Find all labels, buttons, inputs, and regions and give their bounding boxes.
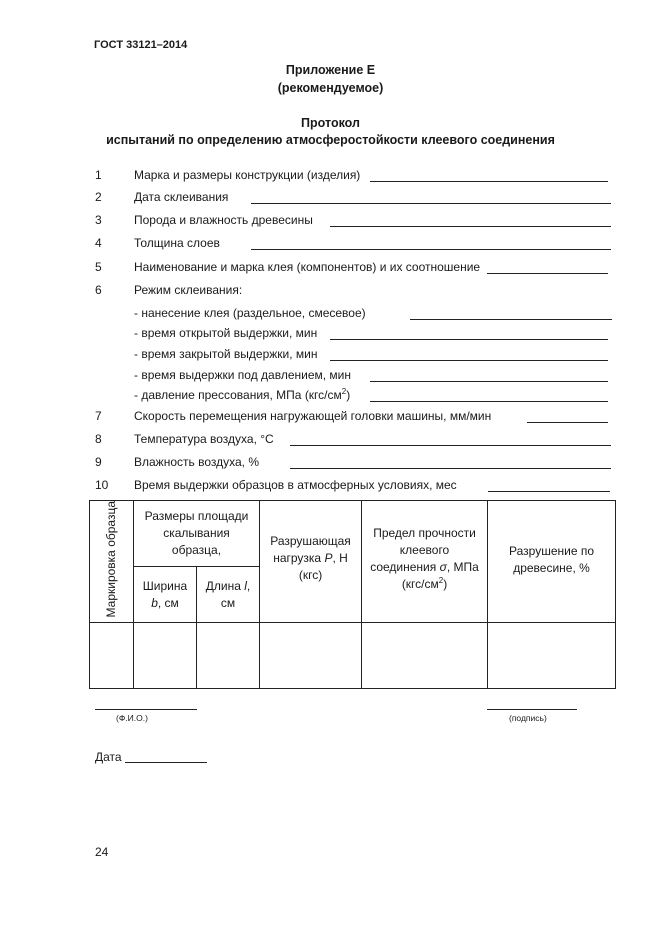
- item-label: Порода и влажность древесины: [134, 213, 313, 227]
- form-item: [0, 409, 661, 425]
- item-label: Марка и размеры конструкции (изделия): [134, 168, 361, 182]
- fill-line[interactable]: [370, 181, 608, 182]
- fill-line[interactable]: [370, 401, 608, 402]
- form-item: [0, 347, 661, 363]
- form-item: [0, 306, 661, 322]
- fill-line[interactable]: [251, 249, 611, 250]
- item-label: Дата склеивания: [134, 190, 229, 204]
- table-cell[interactable]: [134, 623, 197, 689]
- protocol-title: Протокол: [301, 116, 360, 130]
- item-label: Режим склеивания:: [134, 283, 243, 297]
- signature-caption: (подпись): [509, 713, 547, 723]
- table-row: [90, 623, 616, 689]
- header-width: Ширина b, см: [134, 567, 197, 623]
- item-label: Толщина слоев: [134, 236, 220, 250]
- header-destruction: Разрушение по древесине, %: [488, 501, 616, 623]
- header-length: Длина l, см: [197, 567, 260, 623]
- fill-line[interactable]: [487, 273, 608, 274]
- fill-line[interactable]: [251, 203, 611, 204]
- item-label: Влажность воздуха, %: [134, 455, 259, 469]
- table-cell[interactable]: [362, 623, 488, 689]
- fill-line[interactable]: [330, 360, 608, 361]
- item-label: Скорость перемещения нагружающей головки машины, мм/мин: [134, 409, 492, 423]
- table-cell[interactable]: [488, 623, 616, 689]
- protocol-subtitle: испытаний по определению атмосферостойкости клеевого соединения: [106, 133, 555, 147]
- item-label: - время открытой выдержки, мин: [134, 326, 318, 340]
- item-label: Температура воздуха, °С: [134, 432, 274, 446]
- form-item: [0, 478, 661, 494]
- item-label: - давление прессования, МПа $(кгс/см^2)$: [134, 387, 351, 402]
- table-cell[interactable]: [260, 623, 362, 689]
- form-item: [0, 455, 661, 471]
- fill-line[interactable]: [330, 339, 608, 340]
- fill-line[interactable]: [330, 226, 611, 227]
- fill-line[interactable]: [290, 468, 611, 469]
- fill-line[interactable]: [290, 445, 611, 446]
- item-number: 6: [95, 283, 102, 297]
- date-line[interactable]: [125, 762, 207, 763]
- form-item: [0, 260, 661, 276]
- table-cell[interactable]: [197, 623, 260, 689]
- item-number: 1: [95, 168, 102, 182]
- table-cell[interactable]: [90, 623, 134, 689]
- item-label: - нанесение клея (раздельное, смесевое): [134, 306, 366, 320]
- item-label: - время закрытой выдержки, мин: [134, 347, 318, 361]
- form-item: [0, 190, 661, 206]
- form-item: [0, 283, 661, 299]
- form-item: [0, 213, 661, 229]
- form-item: [0, 168, 661, 184]
- appendix-title: Приложение Е: [285, 63, 376, 77]
- form-item: [0, 388, 661, 404]
- signature-line[interactable]: [487, 709, 577, 710]
- fill-line[interactable]: [370, 381, 608, 382]
- item-number: 5: [95, 260, 102, 274]
- item-label: - время выдержки под давлением, мин: [134, 368, 351, 382]
- fill-line[interactable]: [410, 319, 612, 320]
- item-number: 4: [95, 236, 102, 250]
- header-strength: Предел прочности клеевого соединения σ, МПа $(кгс/см^2)$: [362, 501, 488, 623]
- header-marking: Маркировка образца: [90, 501, 134, 623]
- page-number: 24: [95, 845, 109, 859]
- fill-line[interactable]: [527, 422, 608, 423]
- header-load: Разрушающая нагрузка P, Н (кгс): [260, 501, 362, 623]
- form-item: [0, 368, 661, 384]
- name-line[interactable]: [95, 709, 197, 710]
- form-item: [0, 326, 661, 342]
- document-code: ГОСТ 33121–2014: [94, 39, 188, 51]
- item-number: 10: [95, 478, 109, 492]
- item-label: Наименование и марка клея (компонентов) и их соотношение: [134, 260, 481, 274]
- item-number: 7: [95, 409, 102, 423]
- item-label: Время выдержки образцов в атмосферных условиях, мес: [134, 478, 457, 492]
- date-label: Дата: [95, 750, 122, 764]
- protocol-table: [89, 500, 616, 689]
- form-item: [0, 432, 661, 448]
- item-number: 3: [95, 213, 102, 227]
- item-number: 8: [95, 432, 102, 446]
- item-number: 9: [95, 455, 102, 469]
- name-caption: (Ф.И.О.): [116, 713, 148, 723]
- header-area: Размеры площади скалывания образца,: [134, 501, 260, 567]
- fill-line[interactable]: [488, 491, 610, 492]
- item-number: 2: [95, 190, 102, 204]
- appendix-subtitle: (рекомендуемое): [277, 81, 384, 95]
- form-item: [0, 236, 661, 252]
